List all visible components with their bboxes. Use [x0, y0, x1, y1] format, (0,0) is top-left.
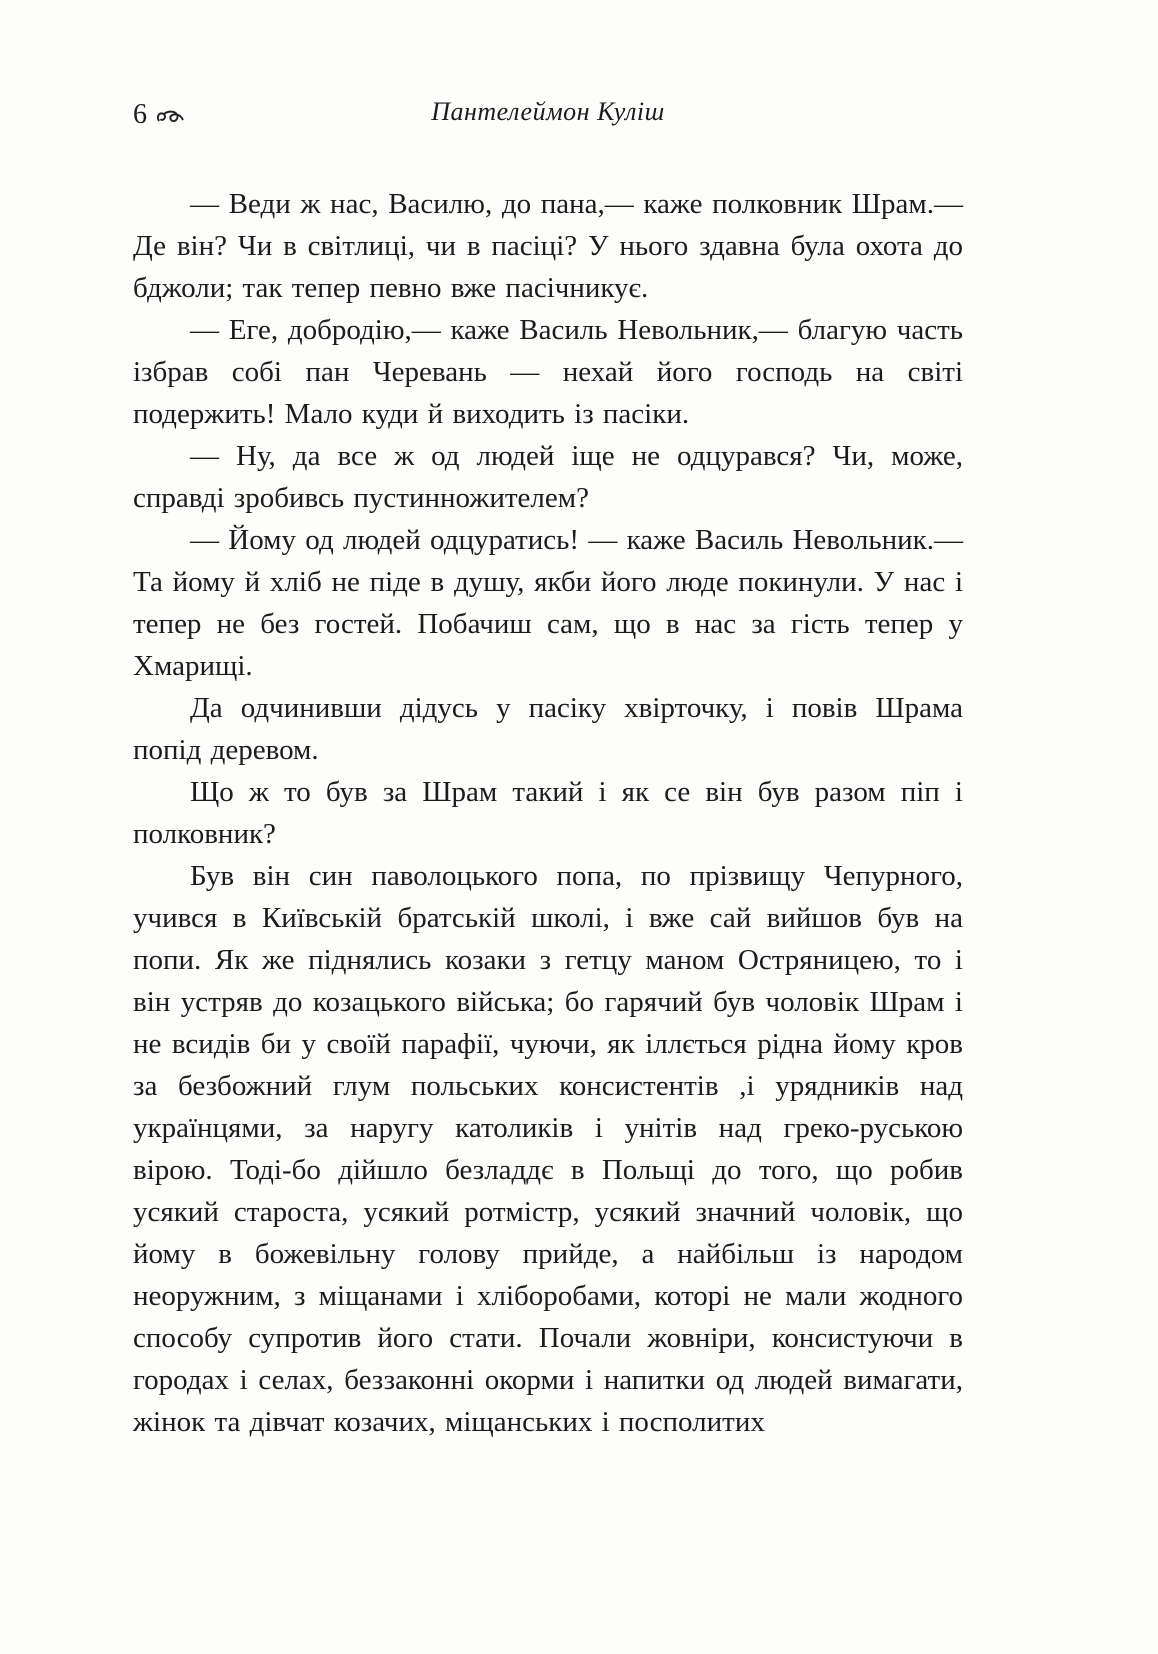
running-head [133, 92, 963, 132]
paragraph: — Еге, добродію,— каже Василь Невольник,— благую часть ізбрав собі пан Черевань — нехай його господь на світі подержить! Мало куди й виходить із пасіки. [133, 314, 963, 430]
fleuron-icon [155, 98, 185, 138]
paragraph: Був він син паволоцького попа, по прізвищу Чепурного, учився в Київській братській школі, і вже сай вийшов був на попи. Як же піднялись козаки з гетцу маном Остряницею, то і він устряв до козацького війська; бо гарячий був чоловік Шрам і не всидів би у своїй парафії, чуючи, як іллється рідна йому кров за безбожний глум польських консистентів ,і урядників над українцями, за наругу католиків і унітів над греко-руською вірою. Тоді-бо дійшло безладдє в Польщі до того, що робив усякий староста, усякий ротмістр, усякий значний чоловік, що йому в божевільну голову прийде, а найбільш із народом неоружним, з міщанами і хліборобами, которі не мали жодного способу супротив його стати. Почали жовніри, консистуючи в городах і селах, беззаконні окорми і напитки од людей вимагати, жінок та дівчат козачих, міщанських і посполитих [133, 860, 963, 1438]
page-number-text: 6 [133, 99, 147, 130]
paragraph: — Йому од людей одцуратись! — каже Василь Невольник.— Та йому й хліб не піде в душу, якби його люде покинули. У нас і тепер не без гостей. Побачиш сам, що в нас за гість тепер у Хмарищі. [133, 524, 963, 682]
paragraph: — Ну, да все ж од людей іще не одцурався? Чи, може, справді зробивсь пустинножителем? [133, 440, 963, 514]
body-text [133, 183, 963, 1443]
page-number [133, 92, 185, 138]
running-header-title: Пантелеймон Куліш [431, 97, 665, 126]
paragraph: Що ж то був за Шрам такий і як се він був разом піп і полковник? [133, 776, 963, 850]
paragraph: Да одчинивши дідусь у пасіку хвірточку, і повів Шрама попід деревом. [133, 692, 963, 766]
paragraph: — Веди ж нас, Василю, до пана,— каже полковник Шрам.— Де він? Чи в світлиці, чи в пасіці? У нього здавна була охота до бджоли; так тепер певно вже пасічникує. [133, 188, 963, 304]
